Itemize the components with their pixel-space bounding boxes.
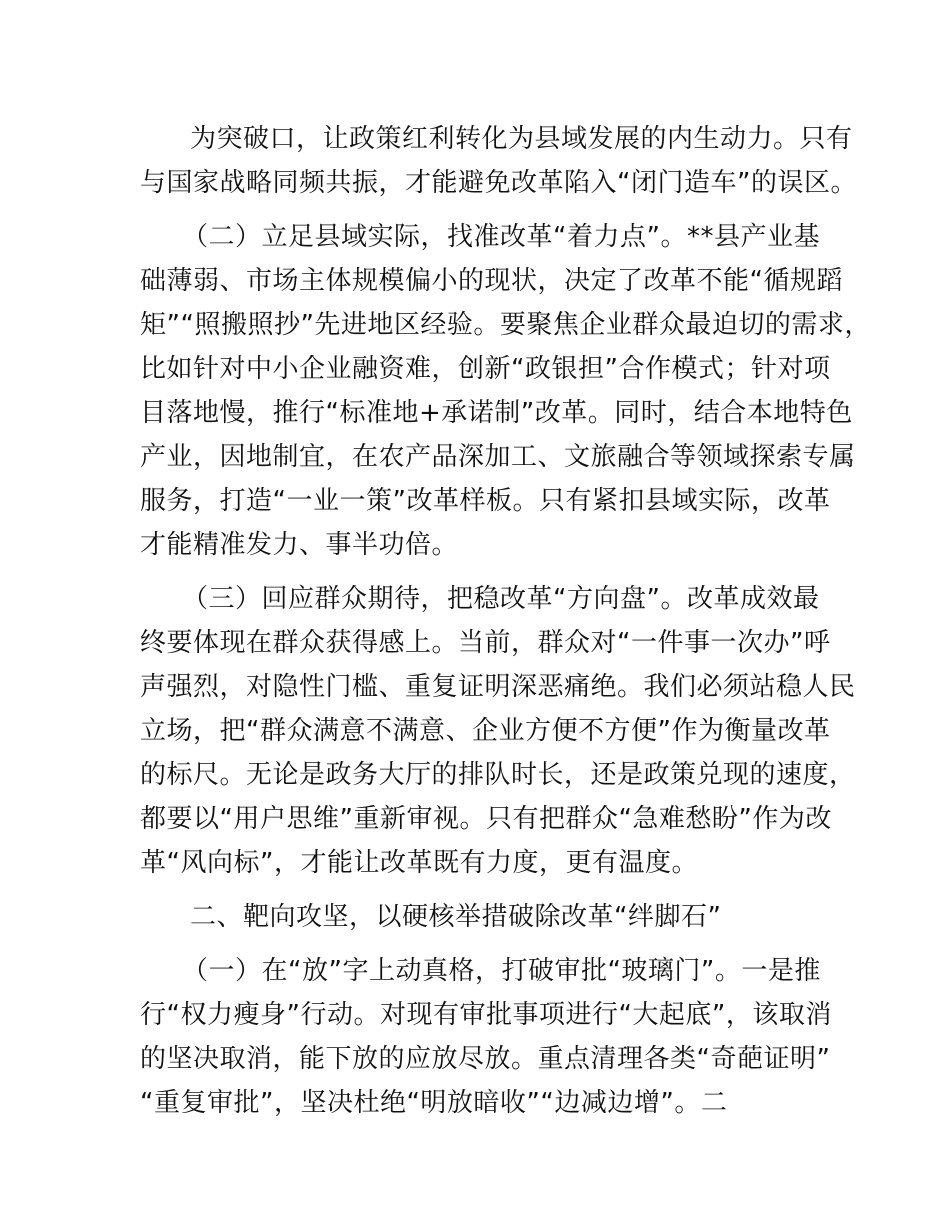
paragraph-line: 革“风向标”，才能让改革既有力度，更有温度。 [140, 848, 698, 878]
paragraph-line: （二）立足县域实际，找准改革“着力点”。**县产业基 [182, 222, 820, 252]
paragraph-line: 为突破口，让政策红利转化为县域发展的内生动力。只有 [190, 124, 853, 154]
paragraph-line: 矩”“照搬照抄”先进地区经验。要聚焦企业群众最迫切的需求， [140, 310, 871, 340]
paragraph-line: 产业，因地制宜，在农产品深加工、文旅融合等领域探索专属 [140, 442, 856, 472]
paragraph-line: 础薄弱、市场主体规模偏小的现状，决定了改革不能“循规蹈 [140, 266, 843, 296]
paragraph-line: 行“权力瘦身”行动。对现有审批事项进行“大起底”，该取消 [140, 1000, 832, 1030]
paragraph-line: 与国家战略同频共振，才能避免改革陷入“闭门造车”的误区。 [140, 168, 857, 198]
paragraph-line: 终要体现在群众获得感上。当前，群众对“一件事一次办”呼 [140, 628, 831, 658]
paragraph-line: 服务，打造“一业一策”改革样板。只有紧扣县域实际，改革 [140, 486, 831, 516]
paragraph-line: （一）在“放”字上动真格，打破审批“玻璃门”。一是推 [182, 956, 821, 986]
paragraph-line: 声强烈，对隐性门槛、重复证明深恶痛绝。我们必须站稳人民 [140, 672, 856, 702]
paragraph-line: “重复审批”，坚决杜绝“明放暗收”“边减边增”。二 [140, 1088, 728, 1118]
paragraph-line: 才能精准发力、事半功倍。 [140, 530, 459, 560]
paragraph-line: 立场，把“群众满意不满意、企业方便不方便”作为衡量改革 [140, 716, 831, 746]
paragraph-line: 的标尺。无论是政务大厅的排队时长，还是政策兑现的速度， [140, 760, 856, 790]
paragraph-line: 都要以“用户思维”重新审视。只有把群众“急难愁盼”作为改 [140, 804, 832, 834]
paragraph-line: 的坚决取消，能下放的应放尽放。重点清理各类“奇葩证明” [140, 1044, 831, 1074]
paragraph-line: （三）回应群众期待，把稳改革“方向盘”。改革成效最 [182, 584, 820, 614]
paragraph-line: 目落地慢，推行“标准地+承诺制”改革。同时，结合本地特色 [140, 398, 853, 428]
paragraph-line: 比如针对中小企业融资难，创新“政银担”合作模式；针对项 [140, 354, 831, 384]
section-heading: 二、靶向攻坚，以硬核举措破除改革“绊脚石” [190, 902, 722, 932]
